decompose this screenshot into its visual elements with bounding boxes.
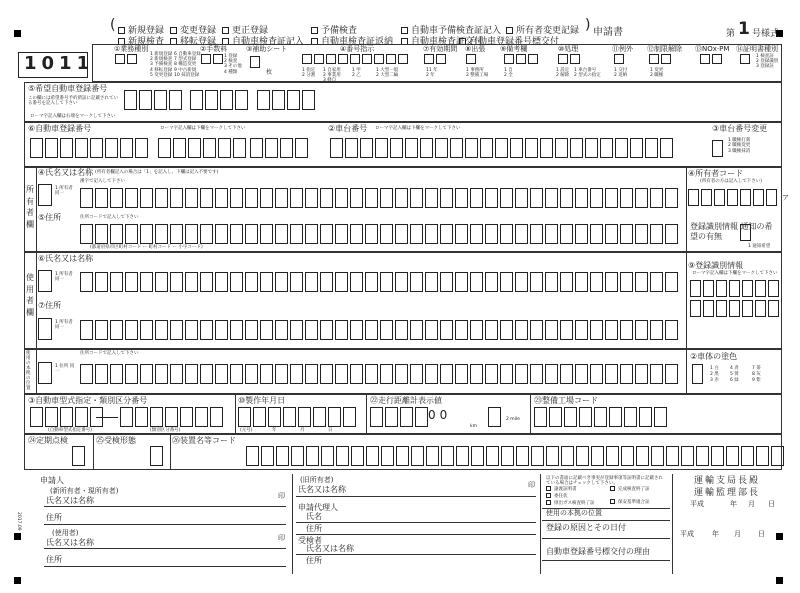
departure-label: ⑧出張 [465,45,486,53]
line [296,496,536,497]
certificate-options: 1 検査証 2 登録識別 3 登録証 [756,54,779,70]
model-label: ③自動車型式指定・類別区分番号 [28,396,148,405]
maintenance-label: ㉓整備工場コード [534,396,598,405]
owner-address-note: 住所コードで記入して下さい [80,215,139,220]
user-address-label: ⑦住所 [38,301,62,310]
header-check-6[interactable]: 自動車検査証記入 [222,38,304,47]
restriction-release-label: ⑫制限解除 [647,45,682,53]
docs-note: 以下の書面に記載べき事実が登録事項等証明書に記載されている場合はチェックして下さい。 [546,476,663,487]
base-same-checkbox[interactable] [38,362,52,384]
header-check-1[interactable]: 新規登録 [118,27,164,36]
form-number-suffix: 号様式 [752,29,780,39]
chassis-change-options: 1 職権打刻 2 職権変更 3 職権抹消 [728,138,751,154]
chassis-label: ②車台番号 [328,124,368,133]
agent-label: 申請代理人 [298,503,338,512]
fee-label: ②手数料 [200,45,228,53]
vehicle-reg-cells-3[interactable] [250,138,310,158]
owner-address-label: ⑤住所 [38,213,62,222]
mileage-cells[interactable] [370,407,430,427]
dash [96,417,118,418]
date-era: 平成 [690,500,704,508]
model-note: (自動車型式指定番号) [48,428,93,433]
reg-date-year: 年 [712,530,719,538]
divider [93,434,94,470]
mileage-unit-km: km [470,424,477,429]
owner-name-note-2: 漢字で記入して下さい [80,179,125,184]
supplement-cells[interactable] [250,56,262,68]
color-label: ②車体の塗色 [690,352,738,361]
date-month: 月 [748,500,755,508]
owner-code-label: ④所有者コード [688,169,744,178]
registration-mark [14,30,21,37]
user-sign-label: (使用者) [52,529,79,537]
header-check-12[interactable]: 自動車登録番号標交付 [459,38,559,47]
owner-sign-name: 氏名又は名称 [46,496,94,505]
header-check-3[interactable]: 変更登録 [170,27,216,36]
header-check-9[interactable]: 自動車予備検査証記入 [401,27,501,36]
user-name-label: ⑥氏名又は名称 [38,254,94,263]
color-options: 1 白 2 黒 3 赤 [710,366,719,383]
mileage-label: ㉒走行距離計表示値 [370,396,442,405]
owner-side-label: 所有者欄 [26,185,34,229]
header-check-7[interactable]: 予備検査 [311,27,357,36]
line [296,534,536,535]
reg-date-month: 月 [734,530,741,538]
certificate-cells[interactable] [740,54,752,64]
exception-options: 1 交付 2 返納 [614,68,628,79]
business-options: 1 新規登録 2 新規検査 3 予備検査 4 移転登録 5 変更登録 [150,52,173,78]
applicant-label: 申請人 [40,476,64,485]
line [542,560,670,561]
old-owner-name: 氏名又は名称 [298,485,346,494]
line [296,522,536,523]
divider [36,349,37,394]
nox-pm-cells[interactable] [700,54,724,64]
user-reg-info-cells-2[interactable] [690,300,781,317]
processing-options: 1 設定 2 解除 [556,68,570,79]
mileage-unit-cell[interactable] [488,407,503,427]
base-position-label: 使用の本拠の位置 [546,509,602,517]
user-reg-info-label: ⑨登録識別情報 [688,261,744,270]
owner-reg-info-option: 1 通知希望 [748,244,771,249]
owner-code-cells[interactable] [688,189,779,206]
remarks-cells[interactable] [504,54,540,64]
header-check-4[interactable]: 移転登録 [170,38,216,47]
manufacture-year: 年 [272,428,277,433]
user-side-label: 使用者欄 [26,273,34,317]
ocr-code: 1011 [24,53,95,74]
business-options-2: 6 自動車登録 7 型式登録 8 構造変更 9 中古新規 10 抹消登録 [174,52,201,78]
user-addr-same-label: 1 所有者 同一 [55,320,73,331]
base-same-label: 1 住所 同一 [55,364,75,375]
departure-cells[interactable] [466,54,478,64]
owner-code-note: (所有者の方は記入して下さい) [700,179,763,184]
model-cells[interactable] [30,407,105,427]
date-year: 年 [730,500,737,508]
header-check-8[interactable]: 自動車検査証返納 [311,38,393,47]
owner-name-cells[interactable] [80,188,680,208]
certificate-type-label: ⑭証明書種別 [736,45,778,53]
divider [366,394,367,434]
divider [540,474,541,574]
user-same-label: 1 所有者 同一 [55,272,73,283]
docs-list-2[interactable]: 完成検査終了証 保安基準適合証 [610,486,650,506]
seal-mark: 印 [278,492,285,500]
supplement-unit: 枚 [266,69,273,76]
mileage-zero: 00 [428,408,452,422]
color-cells[interactable] [692,364,705,384]
divider [686,349,687,394]
business-type-cells[interactable] [115,54,139,64]
form-title: 申請書 [593,27,623,38]
registration-mark [776,577,783,584]
receiver-label: 受検者 [298,536,322,545]
validity-cells[interactable] [424,54,448,64]
date-day: 日 [768,500,775,508]
owner-code-suffix: ア [782,194,789,202]
divider [686,167,687,252]
old-owner-label: (旧所有者) [300,476,334,484]
device-label: ㉖装置名等コード [172,436,236,445]
line [44,548,286,549]
test-form-cells[interactable] [150,446,165,466]
receiver-name: 氏名又は名称 [306,544,354,553]
inspection-label: ㉔定期点検 [28,436,68,445]
chassis-cells[interactable] [330,138,675,158]
number-cells[interactable] [302,54,410,64]
processing-label: ⑩処理 [558,45,579,53]
user-addr-same-checkbox[interactable] [38,318,52,340]
divider [235,394,236,434]
base-side-label: 使用の本拠の位置 [26,351,31,391]
user-sign-name: 氏名又は名称 [46,538,94,547]
divider [170,434,171,470]
inspection-cells[interactable] [72,446,87,466]
user-address-cells[interactable] [80,320,680,340]
fee-cells[interactable] [201,54,225,64]
owner-address-note-2: (都道府県市区町村コード ー 町村コード ー 小字コード) [90,245,203,250]
supplement-sheet-label: ③補助シート [246,45,288,53]
user-reg-info-cells[interactable] [690,280,781,297]
receiver-address: 住所 [306,556,322,565]
line [542,520,670,521]
line [44,506,286,507]
hope-number-cells-2[interactable] [190,90,250,110]
model-note-2: (類別区分番号) [150,428,181,433]
divider [36,252,37,349]
base-note: 住所コードで記入して下さい [80,351,139,356]
owner-name-note: (所有者欄記入の場合は「1」を記入し、下欄は記入不要です) [95,170,219,175]
reg-reason-label: 登録の原因とその日付 [546,523,626,532]
vehicle-reg-cells-2[interactable] [158,138,248,158]
registration-mark [14,533,21,540]
hope-number-cells[interactable] [124,90,184,110]
vehicle-reg-cells[interactable] [30,138,150,158]
validity-options: 11 年 2 年 [426,68,438,79]
base-cells[interactable] [80,364,680,384]
agent-name: 氏名 [306,512,322,521]
chassis-note: ローマ字記入欄は下欄をマークして下さい [375,126,461,131]
processing-options-2: 1 車台番号 2 型式の指定 [574,68,601,79]
color-options-3: 7 茶 8 灰 9 紫 [752,366,761,383]
exception-label: ⑪例外 [612,45,633,53]
docs-list[interactable]: 譲渡証明書 委任状 排出ガス検査終了証 [546,486,595,507]
business-type-label: ①業務種別 [114,45,149,53]
hope-number-note-2: ローマ字記入欄は右端をマークして下さい [30,114,116,119]
hope-number-cells-3[interactable] [257,90,317,110]
nox-pm-label: ⑬NOx·PM [695,45,730,53]
departure-options: 1 事務所 2 整備工場 [466,68,489,79]
divider [686,252,687,349]
manufacture-era: (元号) [240,428,253,433]
reg-date-era: 平成 [680,530,694,538]
authority-1: 運輸支局長殿 [694,476,761,486]
number-a-options: 1 指定 2 分割 [302,68,316,79]
owner-reg-info-cells[interactable] [740,224,753,241]
color-options-2: 4 青 5 黄 6 緑 [730,366,739,383]
test-form-label: ㉕受検形態 [96,436,136,445]
user-same-checkbox[interactable] [38,270,52,292]
number-instruction-label: ④番号指示 [340,45,375,53]
remarks-options: 1 自 2 全 [504,68,513,79]
manufacture-day: 日 [328,428,333,433]
user-sign-address: 住所 [46,555,62,564]
divider [672,474,673,574]
form-number-prefix: 第 [726,29,736,39]
user-reg-info-note: ローマ字記入欄は下欄をマークして下さい [692,271,778,276]
owner-same-label: 1 所有者 同一 [55,186,73,197]
manufacture-cells[interactable] [238,407,358,427]
agent-address: 住所 [306,524,322,533]
plate-reason-label: 自動車登録番号標交付の理由 [546,547,650,556]
seal-mark-3: 印 [528,481,535,489]
mileage-unit-mile: 2 mile [506,417,520,422]
divider [36,167,37,252]
chassis-change-label: ③車台番号変更 [712,124,768,133]
bracket-open: ( [110,17,116,33]
registration-mark [14,577,21,584]
authority-2: 運輸監理部長 [694,488,761,498]
number-d-options: 1 大型一般 2 大型二輪 [376,68,399,79]
chassis-change-cells[interactable] [712,140,725,157]
restriction-options: 1 変更 2 職権 [650,68,664,79]
fee-options: 1 登録 2 検査 3 その他 4 種類 [224,54,242,75]
header-check-10[interactable]: 自動車検査証交付 [401,38,483,47]
remarks-label: ⑨備考欄 [500,45,528,53]
vehicle-reg-label: ⑥自動車登録番号 [28,124,92,133]
owner-reg-info-label: 登録識別情報 通知の希望の有無 [690,222,773,242]
restriction-cells[interactable] [649,54,673,64]
registration-mark [776,533,783,540]
hope-number-label: ⑤希望自動車登録番号 [28,84,108,93]
line [542,538,670,539]
divider [530,394,531,434]
maintenance-cells[interactable] [534,407,669,427]
header-check-5[interactable]: 更正登録 [222,27,268,36]
hope-number-note: この欄には希望番号予約済証に記載されている番号を記入して下さい [28,96,118,107]
bracket-close: ) [585,17,591,33]
seal-mark-2: 印 [278,534,285,542]
line [44,524,286,525]
processing-cells[interactable] [558,54,582,64]
manufacture-month: 月 [300,428,305,433]
user-name-cells[interactable] [80,272,680,292]
new-owner-label: (新所有者・現所有者) [50,487,119,495]
exception-cells[interactable] [614,54,626,64]
divider [292,474,293,574]
manufacture-label: ⑩製作年月日 [238,396,286,405]
form-number: 1 [738,19,750,39]
device-cells[interactable] [246,446,786,466]
owner-sign-address: 住所 [46,513,62,522]
number-b-options: 1 自家用 2 事業用 3 軽自 [323,68,341,84]
line [44,566,286,567]
owner-same-checkbox[interactable] [38,184,52,206]
owner-address-cells[interactable] [80,224,680,244]
line [296,554,536,555]
model-cells-2[interactable] [120,407,225,427]
owner-name-label: ④氏名又は名称 [38,168,94,177]
header-check-11[interactable]: 所有者変更記録 [506,27,579,36]
validity-label: ⑦有効期間 [423,45,458,53]
side-code: 2017.09 [16,512,21,531]
header-check-2[interactable]: 新規検査 [118,38,164,47]
number-c-options: 1 甲 2 乙 [352,68,361,79]
reg-date-day: 日 [758,530,765,538]
vehicle-reg-note: ローマ字記入欄は下欄をマークして下さい [160,126,246,131]
